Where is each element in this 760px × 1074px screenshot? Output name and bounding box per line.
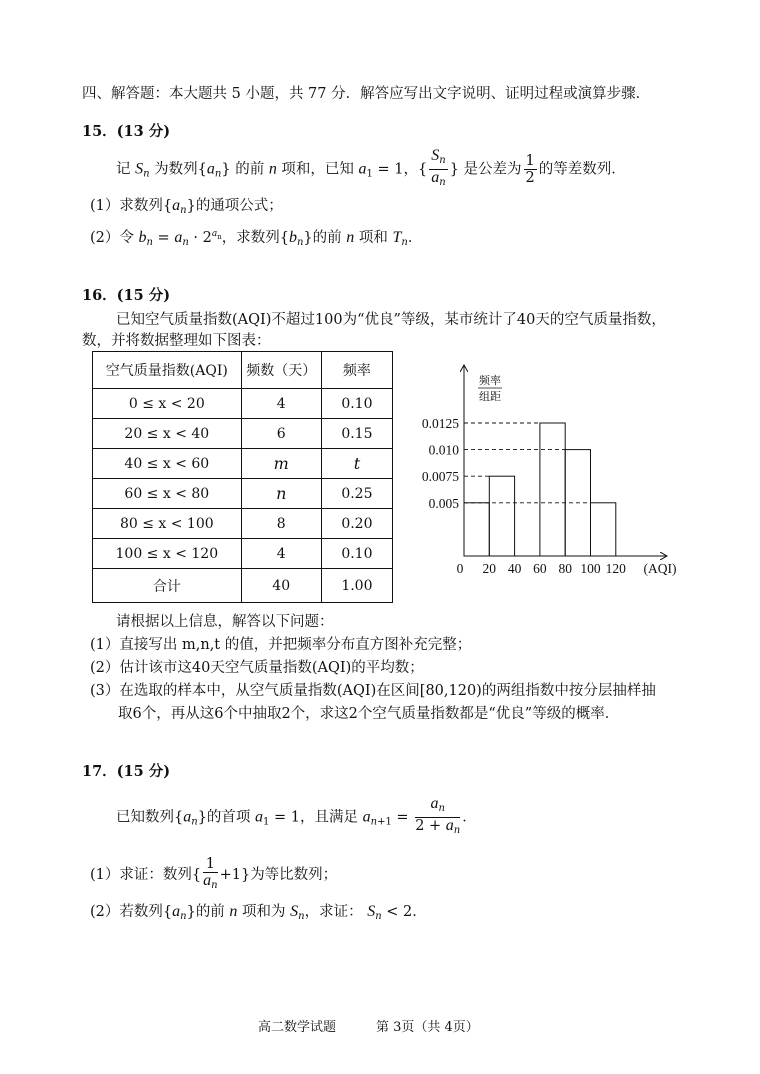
histogram-bar xyxy=(464,503,489,556)
table-header: 频数（天） xyxy=(241,352,321,389)
table-cell: 8 xyxy=(241,509,321,539)
table-cell: n xyxy=(241,479,321,509)
table-cell: 0.20 xyxy=(321,509,392,539)
table-cell: 4 xyxy=(241,389,321,419)
x-tick-label: 100 xyxy=(580,561,601,576)
q16-heading: 16．(15 分) xyxy=(82,287,171,304)
table-row xyxy=(93,389,393,419)
q17-part2: (2）若数列$\{a_n\}$的前 n 项和为 $S_n$，求证： $S_n < 2$． xyxy=(90,903,427,922)
q17-heading: 17．(15 分) xyxy=(82,763,171,780)
table-header: 频率 xyxy=(321,352,392,389)
q16-line2: 数，并将数据整理如下图表： xyxy=(82,333,271,349)
y-tick-label: 0.0125 xyxy=(421,416,459,431)
footer-page-number: 第 3页（共 4页） xyxy=(376,1020,479,1035)
histogram-bar xyxy=(591,503,616,556)
q16-line1: 已知空气质量指数(AQI)不超过100为“优良”等级，某市统计了40天的空气质量指数， xyxy=(116,312,666,328)
histogram-bar xyxy=(489,476,514,556)
table-cell: 0.10 xyxy=(321,539,392,569)
y-tick-label: 0.005 xyxy=(428,495,459,511)
table-header: 空气质量指数(AQI) xyxy=(93,352,242,389)
q16-part3-line1: (3）在选取的样本中，从空气质量指数(AQI)在区间[80,120)的两组指数中按分层抽样抽 xyxy=(90,683,656,699)
table-row xyxy=(93,509,393,539)
table-cell: 0.15 xyxy=(321,419,392,449)
y-label-top: 频率 xyxy=(479,375,501,387)
aqi-frequency-table xyxy=(92,351,393,603)
table-cell: 0 ≤ x < 20 xyxy=(93,389,242,419)
x-tick-label: 80 xyxy=(558,561,572,576)
table-cell: 20 ≤ x < 40 xyxy=(93,419,242,449)
section-title: 四、解答题：本大题共 5 小题，共 77 分．解答应写出文字说明、证明过程或演算步骤． xyxy=(82,86,651,102)
table-cell: t xyxy=(321,449,392,479)
q16-part2: (2）估计该市这40天空气质量指数(AQI)的平均数； xyxy=(90,660,424,676)
table-cell: 0.10 xyxy=(321,389,392,419)
q16-part3-line2: 取6个，再从这6个中抽取2个，求这2个空气质量指数都是“优良”等级的概率． xyxy=(118,706,620,722)
table-row xyxy=(93,479,393,509)
table-row xyxy=(93,449,393,479)
table-cell: 40 ≤ x < 60 xyxy=(93,449,242,479)
table-header-row xyxy=(93,352,393,389)
footer-subject: 高二数学试题 xyxy=(258,1020,337,1035)
q17-part1: (1）求证：数列{ $\frac{1}{a_n}$ +1}为等比数列； xyxy=(90,856,338,891)
y-tick-label: 0.010 xyxy=(428,442,459,458)
table-row xyxy=(93,539,393,569)
y-label-bottom: 组距 xyxy=(479,391,501,403)
q16-part1: (1）直接写出 m,n,t 的值，并把频率分布直方图补充完整； xyxy=(90,637,472,653)
x-tick-label: 120 xyxy=(605,561,626,576)
x-tick-label: 60 xyxy=(533,561,547,576)
x-tick-label: 20 xyxy=(482,561,497,576)
table-cell: 100 ≤ x < 120 xyxy=(93,539,242,569)
x-tick-label: 40 xyxy=(507,561,522,576)
bar-group xyxy=(464,423,616,556)
x-tick-group xyxy=(457,561,627,576)
table-cell: 1.00 xyxy=(321,569,392,603)
q17-intro: 已知数列$\{a_n\}$的首项 $a_1 = 1$，且满足 $a_{n+1}$ = $\frac{a_n}{2 + a_n}$ ． xyxy=(116,795,477,836)
table-cell: 0.25 xyxy=(321,479,392,509)
histogram-bar xyxy=(540,423,565,556)
q15-heading: 15．(13 分) xyxy=(82,123,171,140)
table-cell: 合计 xyxy=(93,569,242,603)
x-axis-label: (AQI) xyxy=(643,561,677,576)
y-tick-label: 0.0075 xyxy=(421,469,459,485)
frequency-histogram xyxy=(412,362,692,582)
table-cell: m xyxy=(241,449,321,479)
q15-part1: (1）求数列$\{a_n\}$的通项公式； xyxy=(90,197,283,216)
q16-prompt: 请根据以上信息，解答以下问题： xyxy=(116,614,334,630)
q15-part2: (2）令 $b_n = a_n \cdot 2^{a_n}$，求数列$\{b_n\}$的前 n 项和 $T_n$． xyxy=(90,229,423,248)
q15-intro: 记 $S_n$ 为数列$\{a_n\}$ 的前 n 项和，已知 $a_1 = 1$，{ $\frac{S_n}{a_n}$ } 是公差为 $\frac{1}{2}$ 的等差数列． xyxy=(116,147,626,188)
table-cell: 60 ≤ x < 80 xyxy=(93,479,242,509)
table-cell: 6 xyxy=(241,419,321,449)
table-cell: 40 xyxy=(241,569,321,603)
x-tick-label: 0 xyxy=(456,561,464,576)
table-row xyxy=(93,419,393,449)
table-cell: 80 ≤ x < 100 xyxy=(93,509,242,539)
table-cell: 4 xyxy=(241,539,321,569)
table-row xyxy=(93,569,393,603)
